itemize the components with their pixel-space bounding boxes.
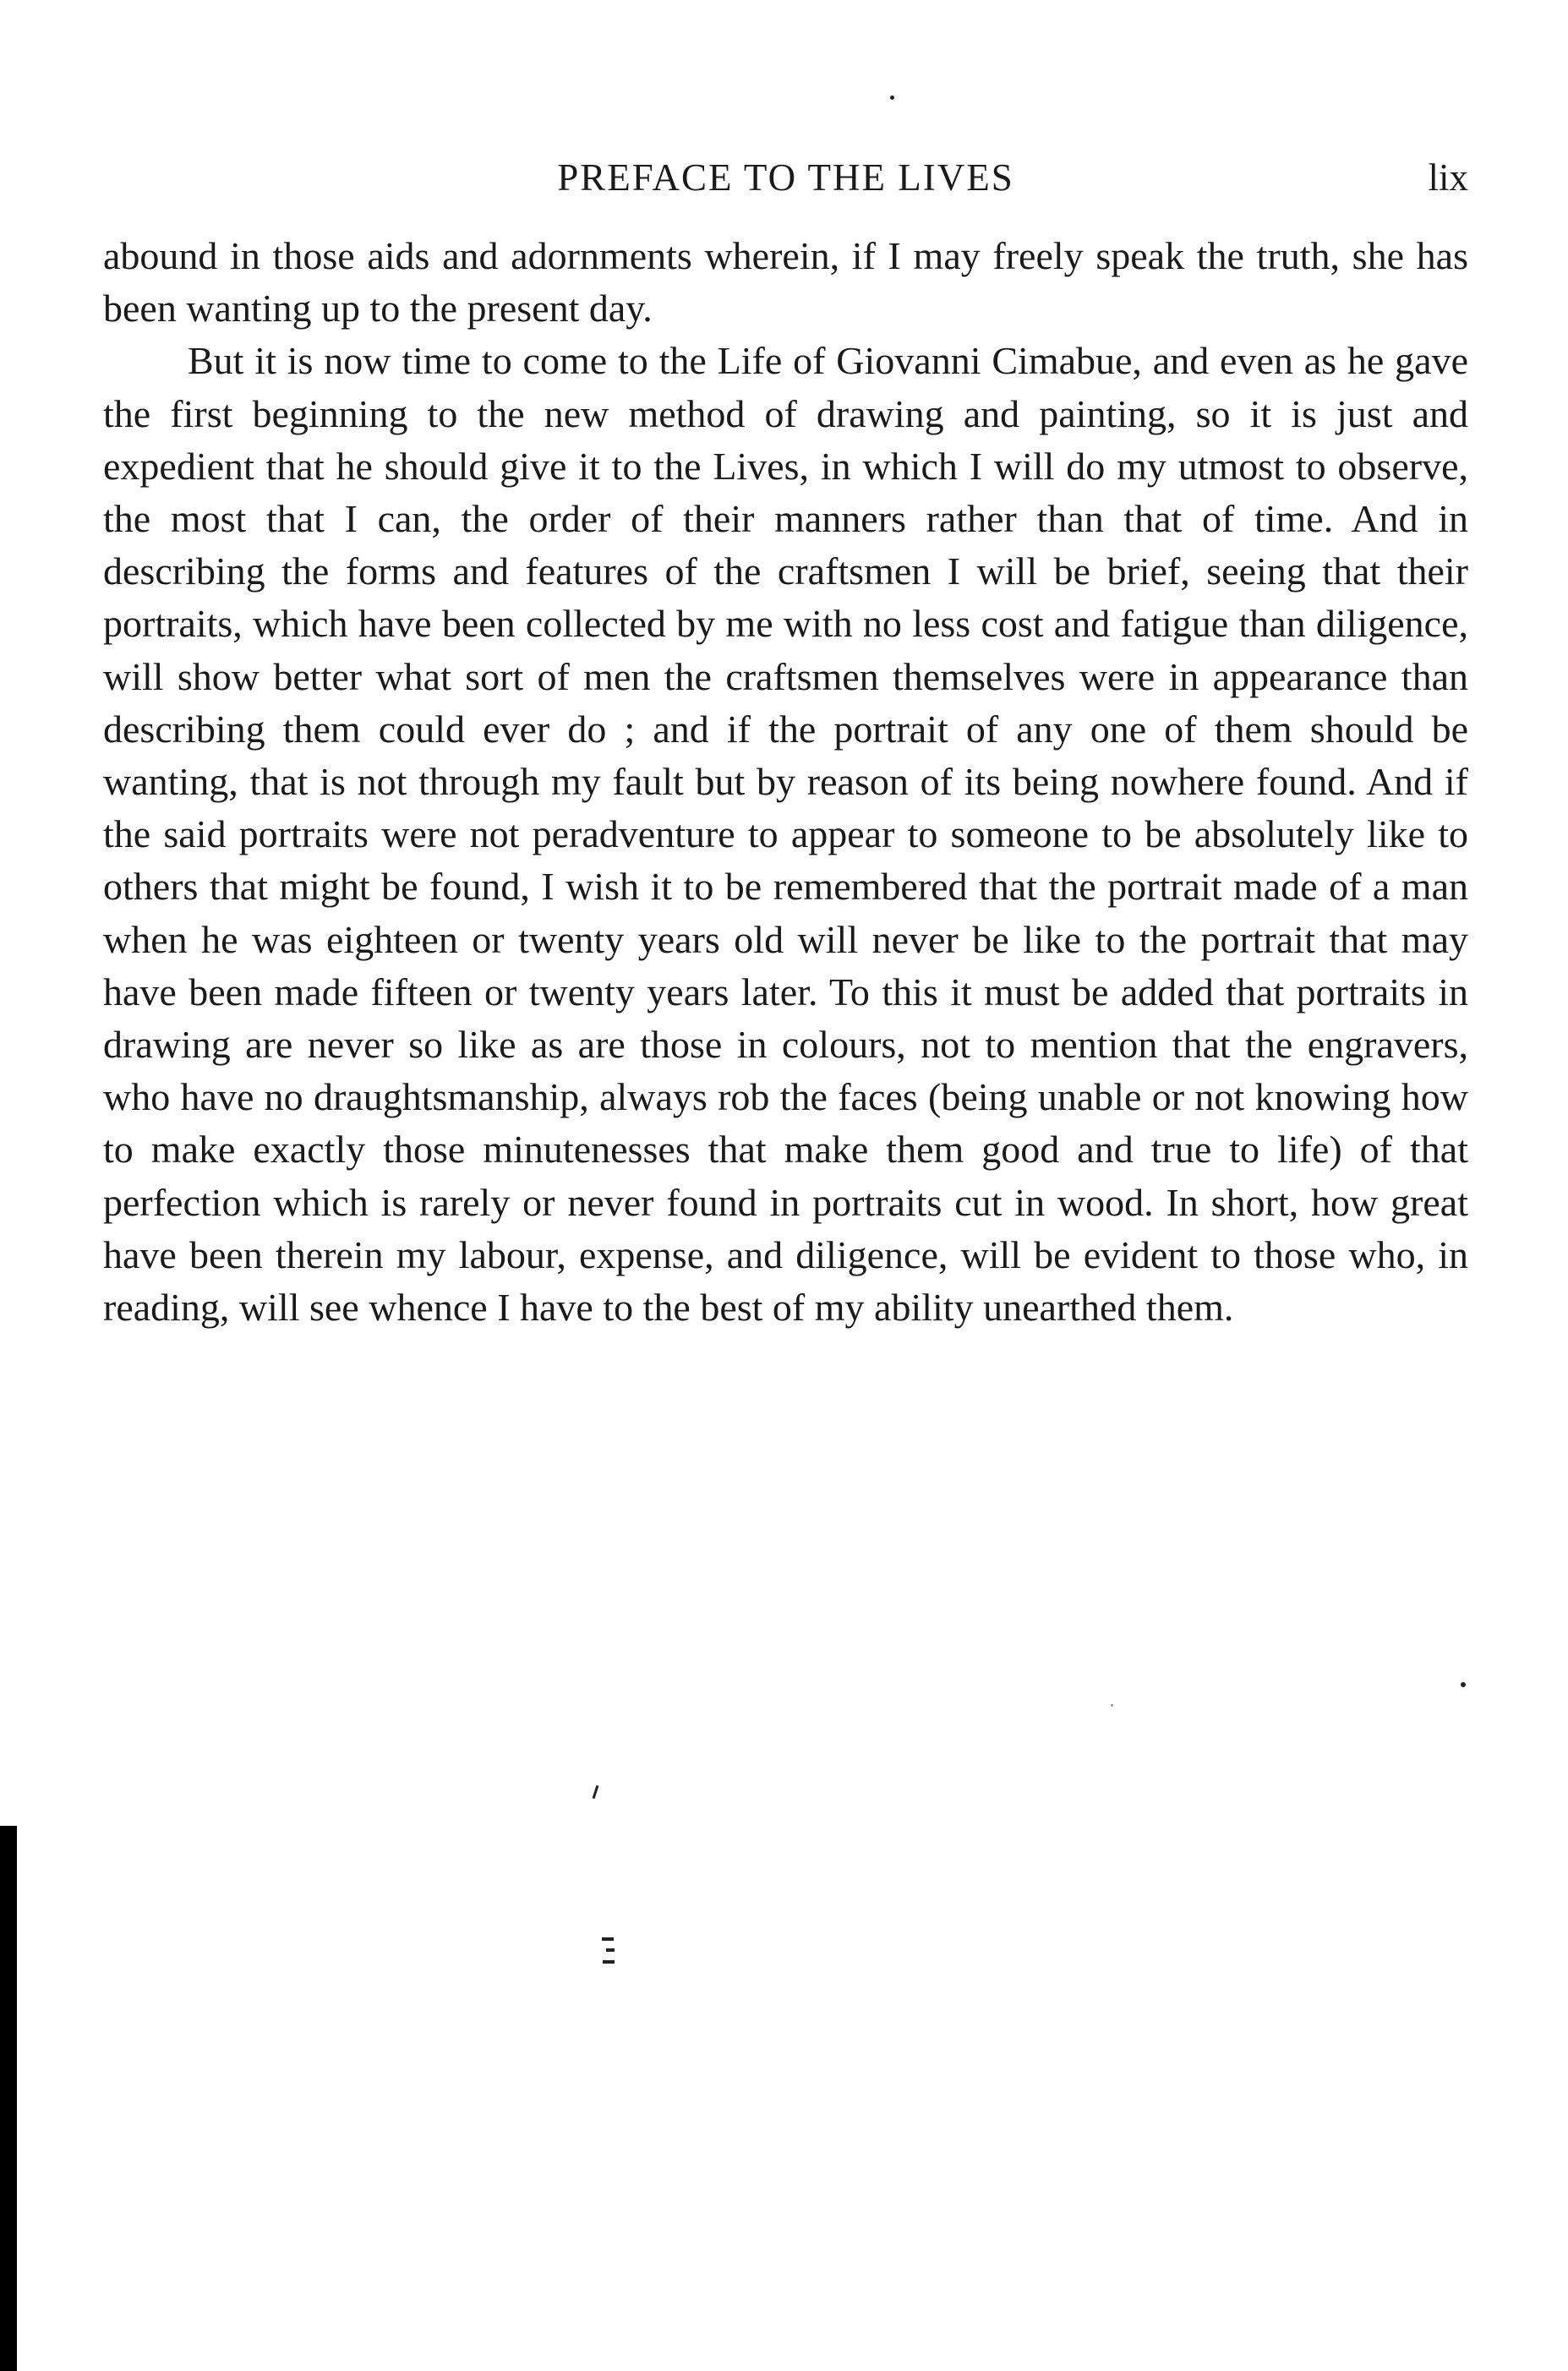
scan-speck <box>1461 1682 1466 1687</box>
scan-speck <box>1111 1704 1113 1707</box>
page-header <box>103 152 1468 203</box>
scan-speck <box>593 1785 599 1799</box>
scan-edge-shadow <box>0 1826 17 2371</box>
body-text <box>103 230 1468 1334</box>
scan-speck <box>890 96 894 100</box>
paragraph-continued: abound in those aids and adornments wherein, if I may freely speak the truth, she has been wanting up to the present day. <box>103 234 1468 331</box>
paragraph: But it is now time to come to the Life of Giovanni Cimabue, and even as he gave the first beginning to the new method of drawing and painting, so it is just and expedient that he should give it to the Lives, in which I will do my utmost to observe, the most that I can, the order of their manners rather than that of time. And in describing the forms and features of the craftsmen I will be brief, seeing that their portraits, which have been collected by me with no less cost and fatigue than diligence, will show better what sort of men the craftsmen themselves were in appearance than describing them could ever do ; and if the portrait of any one of them should be wanting, that is not through my fault but by reason of its being nowhere found. And if the said portraits were not peradventure to appear to someone to be absolutely like to others that might be found, I wish it to be remembered that the portrait made of a man when he was eighteen or twenty years old will never be like to the portrait that may have been made fifteen or twenty years later. To this it must be added that portraits in drawing are never so like as are those in colours, not to mention that the engravers, who have no draughtsmanship, always rob the faces (being unable or not knowing how to make exactly those minutenesses that make them good and true to life) of that perfection which is rarely or never found in portraits cut in wood. In short, how great have been therein my labour, expense, and diligence, will be evident to those who, in reading, will see whence I have to the best of my ability unearthed them. <box>103 339 1468 1330</box>
scan-speck <box>603 1960 615 1964</box>
scan-speck <box>606 1948 615 1952</box>
scan-speck <box>602 1937 614 1941</box>
running-title: PREFACE TO THE LIVES <box>557 156 1014 199</box>
page-number: lix <box>1428 156 1468 199</box>
